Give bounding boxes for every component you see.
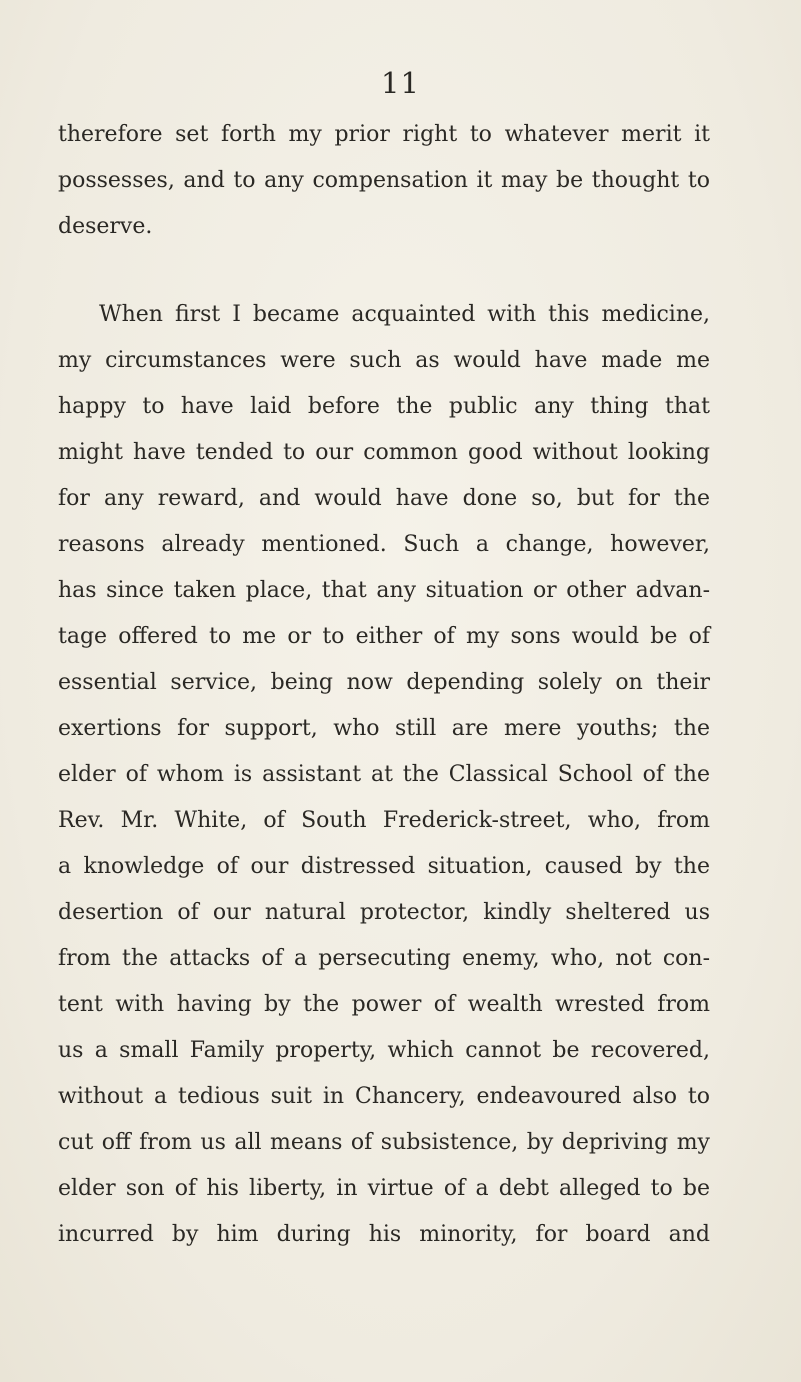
text-line: possesses, and to any compensation it may be thought to xyxy=(58,168,710,193)
text-line: from the attacks of a persecuting enemy, who, not con- xyxy=(58,946,710,971)
text-line: elder son of his liberty, in virtue of a debt alleged to be xyxy=(58,1176,710,1201)
body-text xyxy=(58,112,710,1258)
text-line: therefore set forth my prior right to whatever merit it xyxy=(58,122,710,147)
text-line: has since taken place, that any situation or other advan- xyxy=(58,578,710,603)
text-line: happy to have laid before the public any thing that xyxy=(58,394,710,419)
text-line: cut off from us all means of subsistence, by depriving my xyxy=(58,1130,710,1155)
text-line: tent with having by the power of wealth wrested from xyxy=(58,992,710,1017)
text-line: elder of whom is assistant at the Classical School of the xyxy=(58,762,710,787)
text-line: exertions for support, who still are mere youths; the xyxy=(58,716,710,741)
text-line: for any reward, and would have done so, but for the xyxy=(58,486,710,511)
text-line: desertion of our natural protector, kindly sheltered us xyxy=(58,900,710,925)
text-line: incurred by him during his minority, for board and xyxy=(58,1222,710,1247)
text-line: us a small Family property, which cannot be recovered, xyxy=(58,1038,710,1063)
paragraph-2 xyxy=(58,292,710,1258)
paragraph-gap xyxy=(58,250,710,292)
text-line: Rev. Mr. White, of South Frederick-street, who, from xyxy=(58,808,710,833)
page-number: 11 xyxy=(381,66,420,100)
paragraph-1 xyxy=(58,112,710,250)
text-line: my circumstances were such as would have made me xyxy=(58,348,710,373)
text-line: without a tedious suit in Chancery, endeavoured also to xyxy=(58,1084,710,1109)
text-line: essential service, being now depending solely on their xyxy=(58,670,710,695)
text-line: a knowledge of our distressed situation, caused by the xyxy=(58,854,710,879)
text-line: deserve. xyxy=(58,214,153,239)
text-line: tage offered to me or to either of my sons would be of xyxy=(58,624,710,649)
text-line: might have tended to our common good without looking xyxy=(58,440,710,465)
text-line: reasons already mentioned. Such a change, however, xyxy=(58,532,710,557)
text-line: When first I became acquainted with this medicine, xyxy=(99,302,710,327)
